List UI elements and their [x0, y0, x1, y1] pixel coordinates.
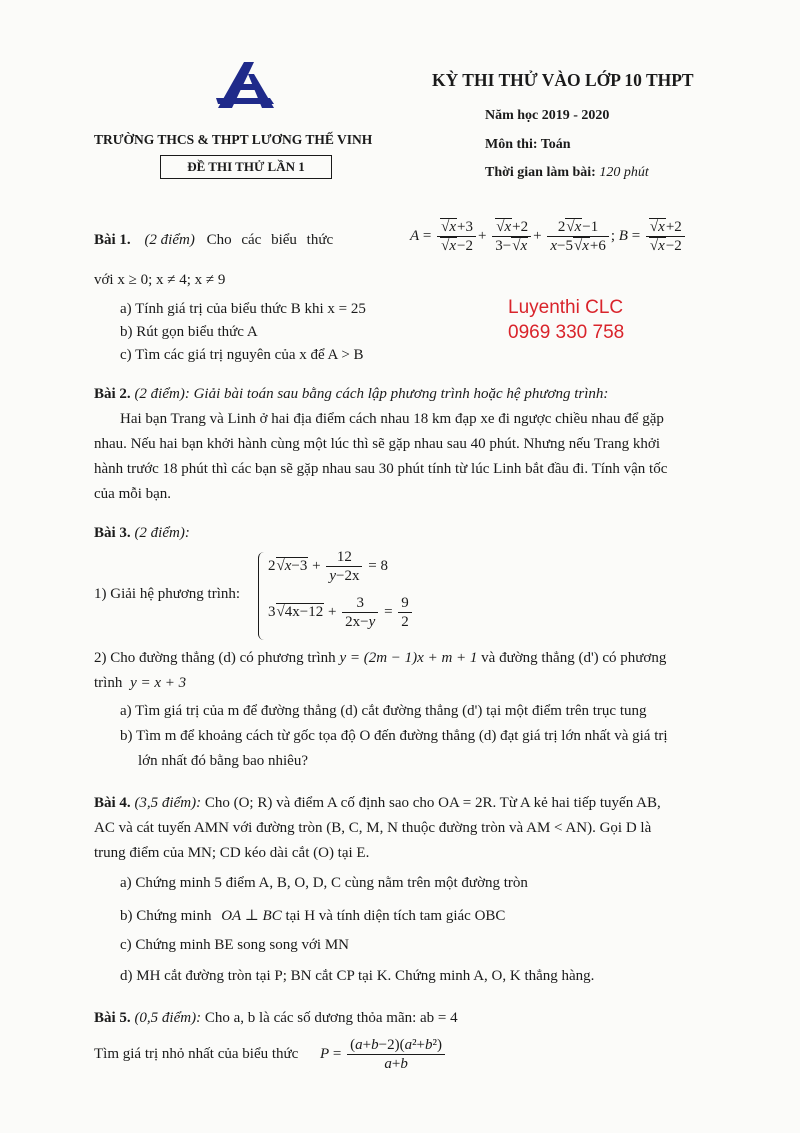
bai2-line-1: Hai bạn Trang và Linh ở hai địa điểm cách nhau 18 km đạp xe đi ngược chiều nhau để gặp — [120, 411, 664, 427]
bai4-line-3: trung điểm của MN; CD kéo dài cắt (O) tại E. — [94, 845, 370, 861]
bai1-part-a: a) Tính giá trị của biểu thức B khi x = 25 — [120, 301, 366, 317]
bai3-title: Bài 3. — [94, 525, 131, 541]
bai3-p2-text-c: trình — [94, 675, 123, 691]
bai3-part-b-line-1: b) Tìm m để khoảng cách từ gốc tọa độ O đến đường thẳng (d) đạt giá trị lớn nhất và giá trị — [120, 728, 668, 744]
bai3-p2-text-b: và đường thẳng (d') có phương — [481, 650, 667, 666]
system-eq-1: 2√x−3 + $\frac{12}{y-2x}$ = 8 — [268, 549, 388, 584]
bai1-part-c: c) Tìm các giá trị nguyên của x để A > B — [120, 347, 364, 363]
bai5-line-1 — [94, 1010, 458, 1027]
bai4-points: (3,5 điểm): — [134, 795, 202, 811]
bai1-title: Bài 1. — [94, 232, 131, 248]
bai5-line-2: Tìm giá trị nhỏ nhất của biểu thức — [94, 1046, 299, 1062]
bai4-line-1 — [94, 795, 661, 812]
bai5-formula: P = $\frac{\text{(a+b−2)(a²+b²)}}{a+b}$ — [320, 1036, 447, 1073]
bai2-subtitle: (2 điểm): Giải bài toán sau bằng cách lập phương trình hoặc hệ phương trình: — [134, 386, 609, 402]
bai2-line-4: của mỗi bạn. — [94, 486, 172, 502]
bai2-line-3: hành trước 18 phút thì các bạn sẽ gặp nhau sau 30 phút tính từ lúc Linh bắt đầu đi. Tính vận tốc — [94, 461, 668, 477]
subject: Môn thi: Toán — [485, 137, 571, 152]
bai4-text-1: Cho (O; R) và điểm A cố định sao cho OA = 2R. Từ A kẻ hai tiếp tuyến AB, — [204, 795, 661, 811]
school-logo-icon — [208, 60, 280, 110]
bai1-points: (2 điểm) — [144, 232, 195, 248]
bai4-part-d: d) MH cắt đường tròn tại P; BN cắt CP tại K. Chứng minh A, O, K thẳng hàng. — [120, 968, 595, 984]
bai3-part-2-line-2 — [94, 675, 186, 692]
bai1-condition: với x ≥ 0; x ≠ 4; x ≠ 9 — [94, 272, 226, 288]
bai3-points: (2 điểm): — [134, 525, 190, 541]
bai3-part-a: a) Tìm giá trị của m để đường thẳng (d) cắt đường thẳng (d') tại một điểm trên trục tung — [120, 703, 647, 719]
bai5-text-1: Cho a, b là các số dương thỏa mãn: ab = 4 — [204, 1010, 458, 1026]
bai3-part-1-label: 1) Giải hệ phương trình: — [94, 586, 241, 602]
bai1-part-b: b) Rút gọn biểu thức A — [120, 324, 258, 340]
system-brace — [258, 552, 267, 640]
time-label: Thời gian làm bài: — [485, 165, 596, 180]
bai3-part-b-line-2: lớn nhất đó bằng bao nhiêu? — [138, 753, 308, 769]
exam-title: KỲ THI THỬ VÀO LỚP 10 THPT — [432, 70, 694, 90]
bai1-header — [94, 232, 333, 249]
bai1-formula: A = $\frac{√x+3}{√x-2}$ + $\frac{√x+2}{3-√x}$ + $\frac{2√x-1}{x-5√x+6}$ ; B = $\frac{√x+2}{√x-2}$ — [410, 218, 687, 255]
bai1-intro: Cho các biểu thức — [206, 232, 334, 248]
watermark-name: Luyenthi CLC — [508, 297, 624, 318]
bai4-part-c: c) Chứng minh BE song song với MN — [120, 937, 349, 953]
bai4-b-post: tại H và tính diện tích tam giác OBC — [285, 908, 506, 924]
bai4-b-pre: b) Chứng minh — [120, 908, 212, 924]
school-name: TRƯỜNG THCS & THPT LƯƠNG THẾ VINH — [94, 132, 373, 147]
exam-round-box: ĐỀ THI THỬ LẦN 1 — [160, 155, 332, 179]
system-eq-2: 3√4x−12 + $\frac{3}{2x-y}$ = $\frac{9}{2}$ — [268, 594, 414, 631]
bai4-part-b — [120, 906, 505, 925]
bai2-title: Bài 2. — [94, 386, 131, 402]
bai4-line-2: AC và cát tuyến AMN với đường tròn (B, C, M, N thuộc đường tròn và AM < AN). Gọi D là — [94, 820, 652, 836]
bai4-b-math: OA ⊥ BC — [221, 908, 282, 924]
bai4-title: Bài 4. — [94, 795, 131, 811]
bai5-title: Bài 5. — [94, 1010, 131, 1026]
line-d2-equation: y = x + 3 — [130, 675, 187, 691]
watermark-phone: 0969 330 758 — [508, 322, 625, 343]
time-value: 120 phút — [599, 165, 649, 180]
line-d-equation: y = (2m − 1)x + m + 1 — [339, 650, 478, 666]
bai3-header — [94, 525, 190, 542]
bai4-part-a: a) Chứng minh 5 điểm A, B, O, D, C cùng nằm trên một đường tròn — [120, 875, 528, 891]
bai2-line-2: nhau. Nếu hai bạn khởi hành cùng một lúc thì sẽ gặp nhau sau 40 phút. Nhưng nếu Trang khởi — [94, 436, 661, 452]
bai2-header — [94, 386, 608, 403]
bai3-p2-text-a: 2) Cho đường thẳng (d) có phương trình — [94, 650, 336, 666]
time-info — [485, 165, 649, 181]
bai5-points: (0,5 điểm): — [134, 1010, 202, 1026]
school-year: Năm học 2019 - 2020 — [485, 108, 610, 123]
bai3-part-2-line-1 — [94, 650, 666, 667]
